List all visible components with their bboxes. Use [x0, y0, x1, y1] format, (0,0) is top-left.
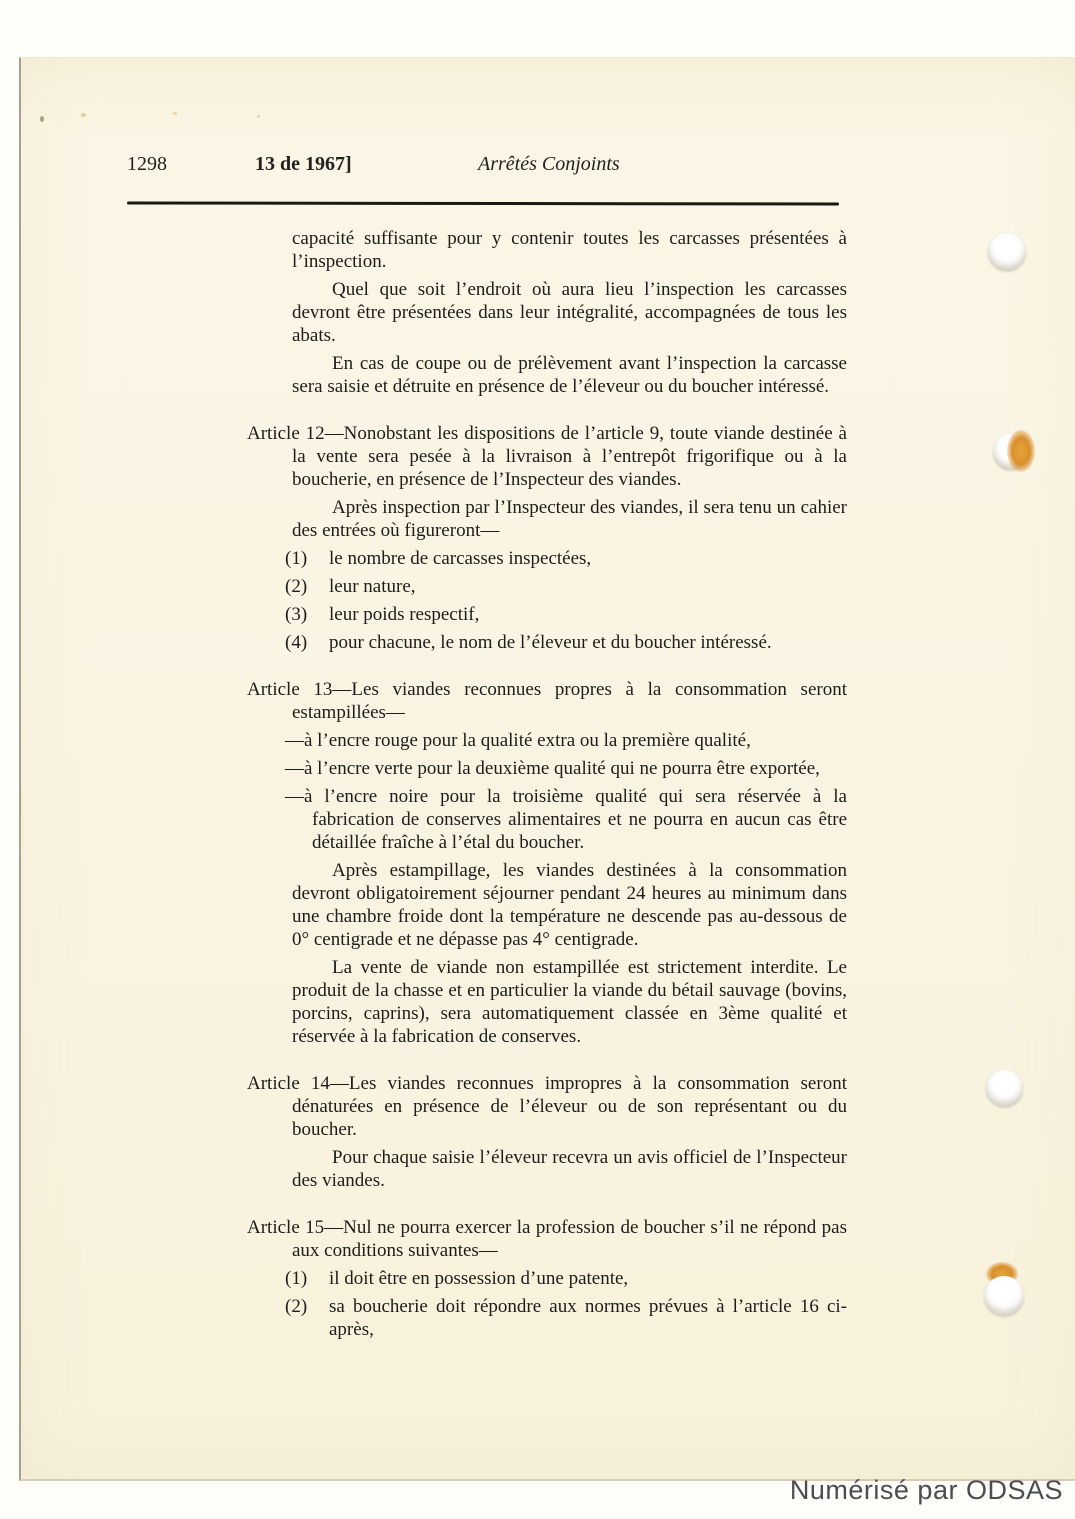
list-item [285, 631, 847, 654]
list-item-text: il doit être en possession d’une patente, [329, 1268, 629, 1289]
rust-stain [1007, 430, 1035, 472]
digitization-watermark: Numérisé par ODSAS [789, 1475, 1063, 1505]
paragraph: Après inspection par l’Inspecteur des viandes, il sera tenu un cahier des entrées où figureront— [292, 497, 847, 541]
punch-hole [984, 1276, 1024, 1316]
paragraph: En cas de coupe ou de prélèvement avant l’inspection la carcasse sera saisie et détruite en présence de l’éleveur ou du boucher intéressé. [292, 353, 847, 397]
paragraph: Pour chaque saisie l’éleveur recevra un avis officiel de l’Inspecteur des viandes. [292, 1147, 847, 1191]
dash-item: —à l’encre noire pour la troisième qualité qui sera réservée à la fabrication de conserves alimentaires et ne pourra en aucun cas être détaillée fraîche à l’étal du boucher. [285, 786, 847, 853]
list-item-number: (4) [285, 632, 308, 653]
list-item [285, 1267, 847, 1290]
list-item-number: (1) [285, 548, 308, 569]
dash-item: —à l’encre rouge pour la qualité extra ou la première qualité, [285, 730, 751, 751]
list-item [285, 1295, 847, 1341]
list-item-text: leur nature, [329, 576, 416, 597]
list-item-number: (1) [285, 1268, 308, 1289]
list-item-text: le nombre de carcasses inspectées, [329, 548, 592, 569]
paper-speck [257, 115, 260, 118]
article-13-label: Article 13 [247, 679, 333, 700]
article-14-text: —Les viandes reconnues impropres à la consommation seront dénaturées en présence de l’éleveur ou de son représentant ou du boucher. [292, 1073, 847, 1140]
article-15-label: Article 15 [247, 1217, 325, 1238]
list-item-text: leur poids respectif, [329, 604, 480, 625]
issue-label: 13 de 1967] [255, 153, 352, 175]
article-12-label: Article 12 [247, 423, 325, 444]
list-item [285, 575, 847, 598]
article-13 [247, 678, 847, 724]
paragraph-continuation: capacité suffisante pour y contenir toutes les carcasses présentées à l’inspection. [292, 228, 847, 272]
article-15-text: —Nul ne pourra exercer la profession de boucher s’il ne répond pas aux conditions suivantes— [292, 1217, 847, 1261]
list-item-number: (2) [285, 1296, 308, 1317]
article-13-text: —Les viandes reconnues propres à la consommation seront estampillées— [292, 679, 847, 723]
text-column [247, 227, 847, 1346]
list-item-text: sa boucherie doit répondre aux normes prévues à l’article 16 ci-après, [329, 1296, 847, 1340]
document-page [19, 57, 1075, 1481]
article-14 [247, 1072, 847, 1141]
dash-item: —à l’encre verte pour la deuxième qualité qui ne pourra être exportée, [285, 758, 820, 779]
article-12 [247, 422, 847, 491]
paragraph: Après estampillage, les viandes destinées à la consommation devront obligatoirement séjourner pendant 24 heures au minimum dans une chambre froide dont la température ne descende pas au-dessous de 0° centigrade et ne dépasse pas 4° centigrade. [292, 860, 847, 950]
paragraph: Quel que soit l’endroit où aura lieu l’inspection les carcasses devront être présentées dans leur intégralité, accompagnées de tous les abats. [292, 279, 847, 346]
article-15 [247, 1216, 847, 1262]
paper-speck [173, 112, 177, 115]
article-12-text: —Nonobstant les dispositions de l’article 9, toute viande destinée à la vente sera pesée à la livraison à l’entrepôt frigorifique ou à la boucherie, en présence de l’Inspecteur des viandes. [292, 423, 847, 490]
punch-hole [988, 233, 1026, 271]
list-item [285, 603, 847, 626]
paragraph: La vente de viande non estampillée est strictement interdite. Le produit de la chasse et en particulier la viande du bétail sauvage (bovins, porcins, caprins), sera automatiquement classée en 3ème qualité et réservée à la fabrication de conserves. [292, 957, 847, 1047]
article-14-label: Article 14 [247, 1073, 330, 1094]
running-title: Arrêtés Conjoints [478, 153, 620, 175]
list-item-number: (2) [285, 576, 308, 597]
list-item-text: pour chacune, le nom de l’éleveur et du boucher intéressé. [329, 632, 772, 653]
list-item-number: (3) [285, 604, 308, 625]
list-item [285, 547, 847, 570]
paper-speck [40, 116, 44, 122]
header-rule [127, 202, 839, 206]
page-number: 1298 [127, 153, 167, 175]
punch-hole [986, 1070, 1023, 1107]
paper-speck [81, 113, 86, 117]
